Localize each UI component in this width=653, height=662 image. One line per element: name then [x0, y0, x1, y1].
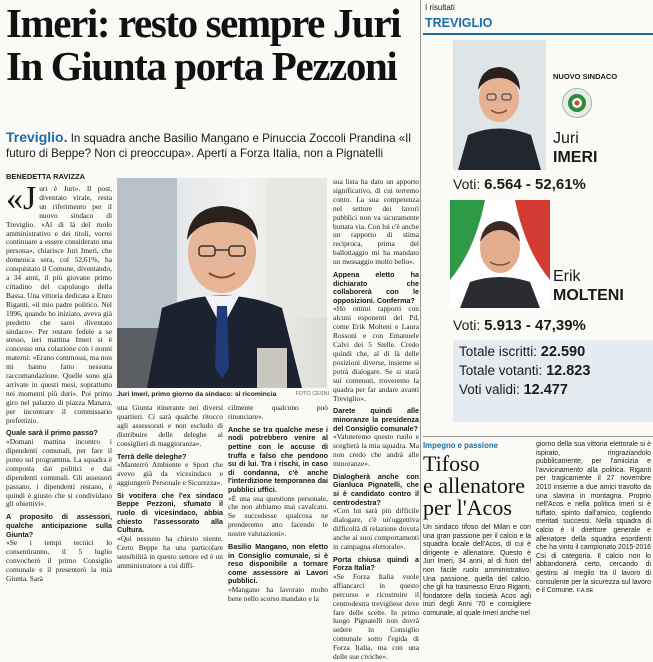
story-title-line-1: Tifoso	[423, 451, 480, 476]
votes-label-2: Voti:	[453, 317, 481, 333]
col3-paragraph: cilmente qualcuno può rinunciare».	[228, 403, 328, 421]
results-rule	[423, 33, 653, 35]
party-logo-icon	[562, 88, 592, 118]
new-mayor-badge: NUOVO SINDACO	[553, 72, 618, 81]
story-column-2-text: giorno della sua vittoria elettorale si è ispirato, ringraziandolo pubblicamente, per l'amicizia e l'avvicinamento alla politica. Riganti per tragicamente il 27 novembre 2010 insieme a due amici travolto da una slavina in montagna. Proprio nell'Acos e nella politica Imeri si è tuffato, spinto dall'amico, cogliendo meritati successi. Nella squadra di calcio è il direttore generale e allenatore della squadra esordienti che ha vinto il campionato 2015-2016 Csi di categoria. Il calcio non lo abbandonerà certo, cercando di gestirsi al meglio tra il lavoro di consulente per la sicurezza sul lavoro e il Comune.	[536, 441, 651, 595]
votes-label-1: Voti:	[453, 176, 481, 192]
total-row-valid	[453, 382, 653, 401]
candidate-1-last-name: IMERI	[553, 149, 598, 166]
answer-3: «Manterrò Ambiente e Sport che avevo già da vicesindaco e aggiungerò Personale e Sicurezza».	[117, 460, 223, 487]
answer-2: «Se i tempi tecnici lo consentiranno, il 5 luglio convocherò il primo Consiglio comunale e il presenterò la mia Giunta. Sarà	[6, 538, 112, 583]
headline-line-1: Imeri: resto sempre Juri	[6, 0, 401, 46]
answer-5: «È una sua questione personale, che non abbiamo mai cavalcato. Se succedesse qualcosa ne prenderemo atto facendo le nostre valutazioni».	[228, 493, 328, 539]
article-column-1	[6, 180, 112, 584]
imeri-portrait	[453, 40, 546, 170]
molteni-portrait	[450, 200, 550, 308]
votes-value-1: 6.564 - 52,61%	[484, 176, 586, 193]
question-3: Terrà delle deleghe?	[117, 451, 187, 461]
votes-value-2: 5.913 - 47,39%	[484, 317, 586, 334]
candidate-2-votes	[453, 317, 586, 334]
article-column-2	[117, 404, 223, 570]
total-value: 12.823	[546, 363, 591, 379]
photo-candidate-imeri	[453, 40, 546, 170]
question-9: Dialogherà anche con Gianluca Pignatelli, che si è candidato contro il centrodestra?	[333, 471, 419, 507]
total-value: 22.590	[540, 344, 586, 360]
question-10: Porta chiusa quindi a Forza Italia?	[333, 554, 419, 573]
story-title-line-3: per l'Acos	[423, 495, 512, 520]
story-title-line-2: e allenatore	[423, 473, 525, 498]
col1-paragraph: uri è Juri». Il post, diventato virale, resta un riferimento per il nuovo sindaco di Treviglio. «Al di là del ruolo amministrativo e dei titoli, vorrei continuare a essere considerato una persona», chiarisce Juri Imeri, che domenica sera, col 52,61%, ha conquistato il Comune, diventando, a 34 anni, il più giovane primo cittadino del capoluogo della Bassa. Una vittoria dedicata a Enzo Riganti, «il mio padre politico. Nel 1996, quando ho iniziato, aveva già predetto che sarei diventato sindaco». Per restare fedele a se stesso, ieri mattina Imeri si è concesso una colazione con i nonni materni: «Erano commossi, ma non mi hanno fatto nessuna raccomandazione. Quelle sono già arrivate in questi mesi, soprattutto nei momenti più duri». Poi primo giro nel palazzo di piazza Manara, per incontrare il commissario prefettizio.	[6, 184, 112, 425]
answer-1: «Domani mattina incontro i dipendenti comunali, per fare il punto sul programma. La squadra è composta dai politici e dai dipendenti comunali. Gli assessori passano, i dipendenti restano, è quindi è giusto che si condividano gli obiettivi».	[6, 437, 112, 509]
portrait-illustration	[117, 178, 327, 388]
col2-paragraph: una Giunta itinerante nei diversi quartieri. Ci sarà qualche ritocco agli assessorati e non escludo di distribuire delle deleghe ai consiglieri di maggioranza».	[117, 403, 223, 448]
article-column-3	[228, 404, 328, 604]
total-label: Totale iscritti:	[459, 344, 538, 359]
story-column-2	[536, 441, 651, 596]
question-8: Darete quindi alle minoranze la presidenza del Consiglio comunale?	[333, 406, 419, 433]
total-value: 12.477	[523, 382, 568, 398]
photo-credit: FOTO CESNI	[295, 391, 329, 397]
question-5: Anche se tra qualche mese i nodi potrebbero venire al pettine con le accuse di truffa e falso che pendono su di lui. Tra i rischi, in caso di condanna, c'è anche l'interdizione temporanea dai pubblici uffici.	[228, 424, 328, 494]
total-row-voters	[453, 363, 653, 382]
story-title	[423, 453, 525, 519]
question-7: Appena eletto ha dichiarato che collaborerà con le opposizioni. Conferma?	[333, 270, 419, 305]
question-6: Basilio Mangano, non eletto in Consiglio comunale, si è reso disponibile a tornare come assessore ai Lavori pubblici.	[228, 542, 328, 586]
photo-caption	[117, 391, 329, 398]
photo-juri-imeri	[117, 178, 327, 388]
total-row-registered	[453, 344, 653, 363]
col4-paragraph: sua lista ha dato un apporto significativo, di cui terremo conto. La sua competenza nel settore dei lavori pubblici non va sicuramente buttata via. Con lui c'è anche un rapporto di stima reciproca, prima del ballottaggio mi ha mandato un messaggio molto bello».	[333, 177, 419, 267]
totals-box	[453, 340, 653, 422]
answer-7: «Ho ottimi rapporti con alcuni esponenti del Pd, come Erik Molteni e Laura Rossoni e con Emanuele Calvi dei 5 Stelle. Credo quindi che, al di là delle posizioni diverse, insieme si potrà dialogare. Se si starà sui contenuti, troveremo la quadra per far andare avanti Treviglio».	[333, 304, 419, 403]
photo-candidate-molteni	[450, 200, 550, 308]
column-divider	[420, 0, 421, 600]
question-4: Si vocifera che l'ex sindaco Beppe Pezzoni, sfumato il ruolo di vicesindaco, abbia chiesto l'assessorato alla Cultura.	[117, 490, 223, 535]
question-2: A proposito di assessori, qualche anticipazione sulla Giunta?	[6, 512, 112, 539]
results-header: I risultati	[425, 3, 455, 12]
subheadline-text: In squadra anche Basilio Mangano e Pinuccia Zoccoli Prandina «Il futuro di Beppe? Non ci preoccupa». Aperti a Forza Italia, non a Pignatelli	[6, 132, 411, 160]
dateline-place: Treviglio.	[6, 129, 68, 145]
story-tag: Impegno e passione	[423, 441, 498, 450]
answer-4: «Qui nessuno ha chiesto niente. Certo Beppe ha una particolare sensibilità in questo settore ed è un amministratore a cui diffi-	[117, 533, 223, 570]
headline-line-2: In Giunta porta Pezzoni	[6, 43, 397, 89]
sidebar-divider	[423, 436, 653, 437]
caption-text: Juri Imeri, primo giorno da sindaco: si ricomincia	[117, 391, 277, 398]
answer-10: «Se Forza Italia vuole affiancarci in questo percorso e ricostruire il centrodestra trevigliese deve fare delle scelte. In primo luogo Pignatelli non dovrà sedere in Consiglio comunale sotto l'egida di Forza Italia, ma con una delle sue civiche».	[333, 571, 419, 662]
question-1: Quale sarà il primo passo?	[6, 428, 98, 438]
candidate-1-votes	[453, 176, 586, 193]
article-column-4	[333, 178, 419, 662]
dropcap: «J	[6, 180, 37, 217]
answer-8: «Valuteremo questo ruolo e sceglierà la mia squadra. Ma non credo che andrà alle minoranze».	[333, 432, 419, 468]
total-label: Voti validi:	[459, 382, 520, 397]
candidate-1-first-name: Juri	[553, 130, 579, 147]
byline: BENEDETTA RAVIZZA	[6, 172, 86, 181]
answer-6: «Mangano ha lavorato molto bene nello scorso mandato e la	[228, 585, 328, 603]
candidate-2-first-name: Erik	[553, 268, 581, 285]
story-credit: F.A.BE	[576, 588, 594, 595]
headline	[6, 2, 418, 88]
candidate-2-last-name: MOLTENI	[553, 287, 624, 304]
total-label: Totale votanti:	[459, 363, 543, 378]
subheadline	[6, 130, 418, 161]
story-column-1: Un sindaco tifoso del Milan e con una gran passione per il calcio e la squadra locale dell'Acos, di cui è dirigente e allenatore. Questo è Juri Imeri, 34 anni, al di fuori del non facile ruolo amministrativo. Una passione, quella del calcio, che gli ha trasmesso Enzo Riganti, fondatore della società Acos agli inizi degli Anni '70 e consigliere comunale, al quale Imeri anche nel	[423, 524, 531, 617]
answer-9: «Con lui sarà più difficile dialogare, c'è un'oggettiva difficoltà di relazione dovuta anche ai suoi comportamenti in campagna elettorale».	[333, 506, 419, 551]
results-city: TREVIGLIO	[425, 16, 493, 30]
